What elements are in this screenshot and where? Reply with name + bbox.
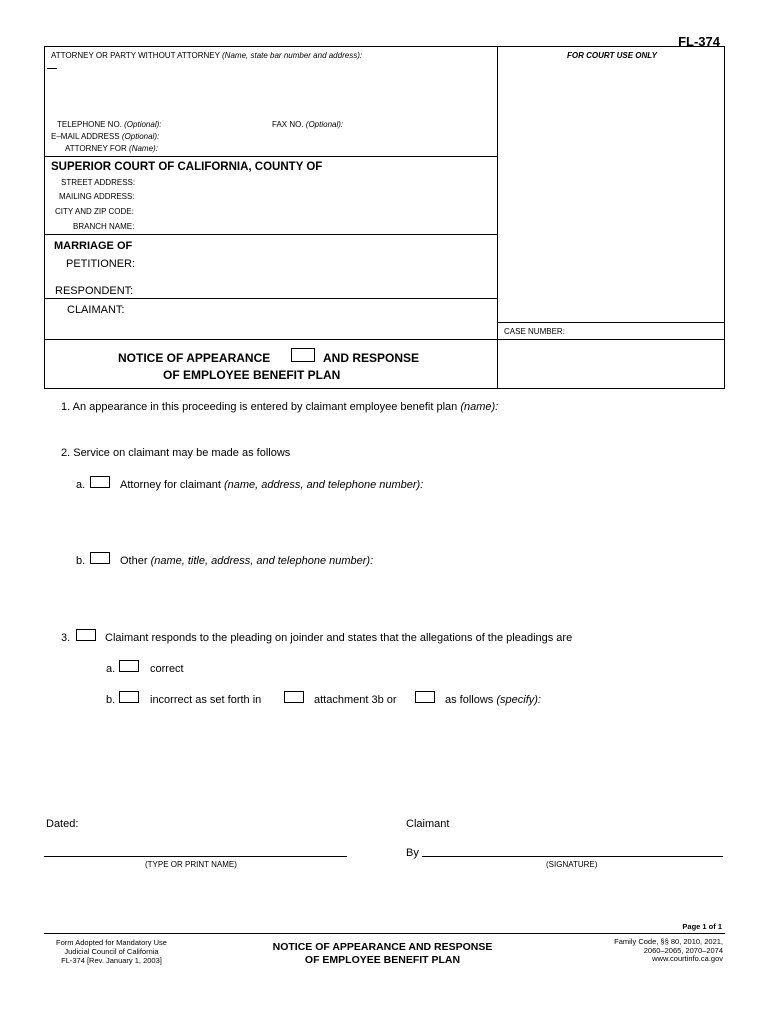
mailing-address-label: MAILING ADDRESS: xyxy=(59,192,135,201)
telephone-label xyxy=(57,120,162,129)
item-2b xyxy=(120,555,373,567)
respondent-label: RESPONDENT: xyxy=(55,285,134,297)
attorney-label-note: (Name, state bar number and address): xyxy=(222,51,363,60)
attorney-label xyxy=(51,51,362,60)
print-name-line[interactable] xyxy=(44,856,347,857)
item-2b-text: Other xyxy=(120,555,148,567)
adopted-line-2: Judicial Council of California xyxy=(64,947,159,956)
dated-label: Dated: xyxy=(46,818,79,830)
divider-case-number xyxy=(497,322,725,323)
attorney-tick-mark xyxy=(47,68,57,69)
branch-name-label: BRANCH NAME: xyxy=(73,222,135,231)
adopted-line-1: Form Adopted for Mandatory Use xyxy=(56,938,167,947)
divider-attorney xyxy=(44,156,497,157)
city-zip-label: CITY AND ZIP CODE: xyxy=(55,207,134,216)
page-number: Page 1 of 1 xyxy=(682,922,722,931)
fax-label-text: FAX NO. xyxy=(272,120,304,129)
fax-label xyxy=(272,120,343,129)
as-follows-checkbox[interactable] xyxy=(415,691,435,703)
item-3a-checkbox[interactable] xyxy=(119,660,139,672)
email-note: (Optional): xyxy=(121,132,160,141)
item-2a-note: (name, address, and telephone number): xyxy=(223,479,424,491)
item-2b-checkbox[interactable] xyxy=(90,552,110,564)
item-3-number: 3. xyxy=(61,632,71,644)
form-number: FL-374 xyxy=(678,34,720,49)
attachment-3b-checkbox[interactable] xyxy=(284,691,304,703)
signature-caption: (SIGNATURE) xyxy=(546,860,598,869)
attorney-label-text: ATTORNEY OR PARTY WITHOUT ATTORNEY xyxy=(51,51,220,60)
item-3b-text: incorrect as set forth in xyxy=(150,694,262,706)
item-2: 2. Service on claimant may be made as follows xyxy=(61,447,291,459)
code-line-2: 2060–2065, 2070–2074 xyxy=(643,945,723,955)
item-3b-checkbox[interactable] xyxy=(119,691,139,703)
title-part1: NOTICE OF APPEARANCE xyxy=(118,351,271,365)
claimant-signature-label: Claimant xyxy=(406,818,450,830)
type-print-name-label: (TYPE OR PRINT NAME) xyxy=(145,860,237,869)
attorney-for-note: (Name): xyxy=(129,144,158,153)
marriage-of-label: MARRIAGE OF xyxy=(54,240,133,252)
as-follows-text: as follows xyxy=(445,694,494,706)
item-3b-letter: b. xyxy=(106,694,116,706)
fax-note: (Optional): xyxy=(305,120,344,129)
telephone-note: (Optional): xyxy=(124,120,162,129)
as-follows xyxy=(445,694,541,706)
caption-box xyxy=(44,46,725,389)
divider-court xyxy=(44,234,497,235)
item-3-checkbox[interactable] xyxy=(76,629,96,641)
street-address-label: STREET ADDRESS: xyxy=(61,178,136,187)
footer-title xyxy=(240,941,525,967)
item-2b-note: (name, title, address, and telephone number): xyxy=(150,555,374,567)
family-code-block xyxy=(573,938,723,964)
respondent-top-divider xyxy=(44,298,497,299)
footer-title-line-1: NOTICE OF APPEARANCE AND RESPONSE xyxy=(272,941,493,953)
petitioner-label: PETITIONER: xyxy=(66,258,136,270)
court-use-only: FOR COURT USE ONLY xyxy=(567,51,657,60)
footer-rule xyxy=(44,933,725,934)
item-2b-letter: b. xyxy=(76,555,86,567)
title-checkbox[interactable] xyxy=(291,348,315,362)
item-1-note: (name): xyxy=(460,401,499,413)
telephone-label-text: TELEPHONE NO. xyxy=(57,120,122,129)
court-website-link[interactable]: www.courtinfo.ca.gov xyxy=(652,954,723,963)
item-3a-text: correct xyxy=(150,663,184,675)
attachment-3b-text: attachment 3b or xyxy=(314,694,397,706)
adopted-line-3: FL-374 [Rev. January 1, 2003] xyxy=(61,956,162,965)
item-1 xyxy=(61,401,498,413)
footer-title-line-2: OF EMPLOYEE BENEFIT PLAN xyxy=(304,954,461,966)
item-2a-text: Attorney for claimant xyxy=(120,479,221,491)
caption-vertical-divider xyxy=(497,46,498,389)
as-follows-specify: (specify): xyxy=(496,694,541,706)
form-adopted-block xyxy=(44,938,179,965)
email-label xyxy=(51,132,159,141)
claimant-label: CLAIMANT: xyxy=(67,304,125,316)
email-label-text: E–MAIL ADDRESS xyxy=(51,132,120,141)
divider-parties xyxy=(44,339,725,340)
signature-line[interactable] xyxy=(422,856,723,857)
item-2a-checkbox[interactable] xyxy=(90,476,110,488)
item-3a-letter: a. xyxy=(106,663,116,675)
item-1-text: 1. An appearance in this proceeding is entered by claimant employee benefit plan xyxy=(61,401,458,413)
by-label: By xyxy=(406,847,419,859)
item-2a-letter: a. xyxy=(76,479,86,491)
court-title: SUPERIOR COURT OF CALIFORNIA, COUNTY OF xyxy=(51,161,323,173)
code-line-1: Family Code, §§ 80, 2010, 2021, xyxy=(614,937,723,946)
title-part2: AND RESPONSE xyxy=(323,351,420,365)
case-number-label: CASE NUMBER: xyxy=(504,327,565,336)
attorney-for-label xyxy=(65,144,158,153)
title-line2: OF EMPLOYEE BENEFIT PLAN xyxy=(163,368,341,382)
item-2a xyxy=(120,479,423,491)
item-3-text: Claimant responds to the pleading on joinder and states that the allegations of the pleadings are xyxy=(105,632,573,644)
attorney-for-text: ATTORNEY FOR xyxy=(65,144,127,153)
